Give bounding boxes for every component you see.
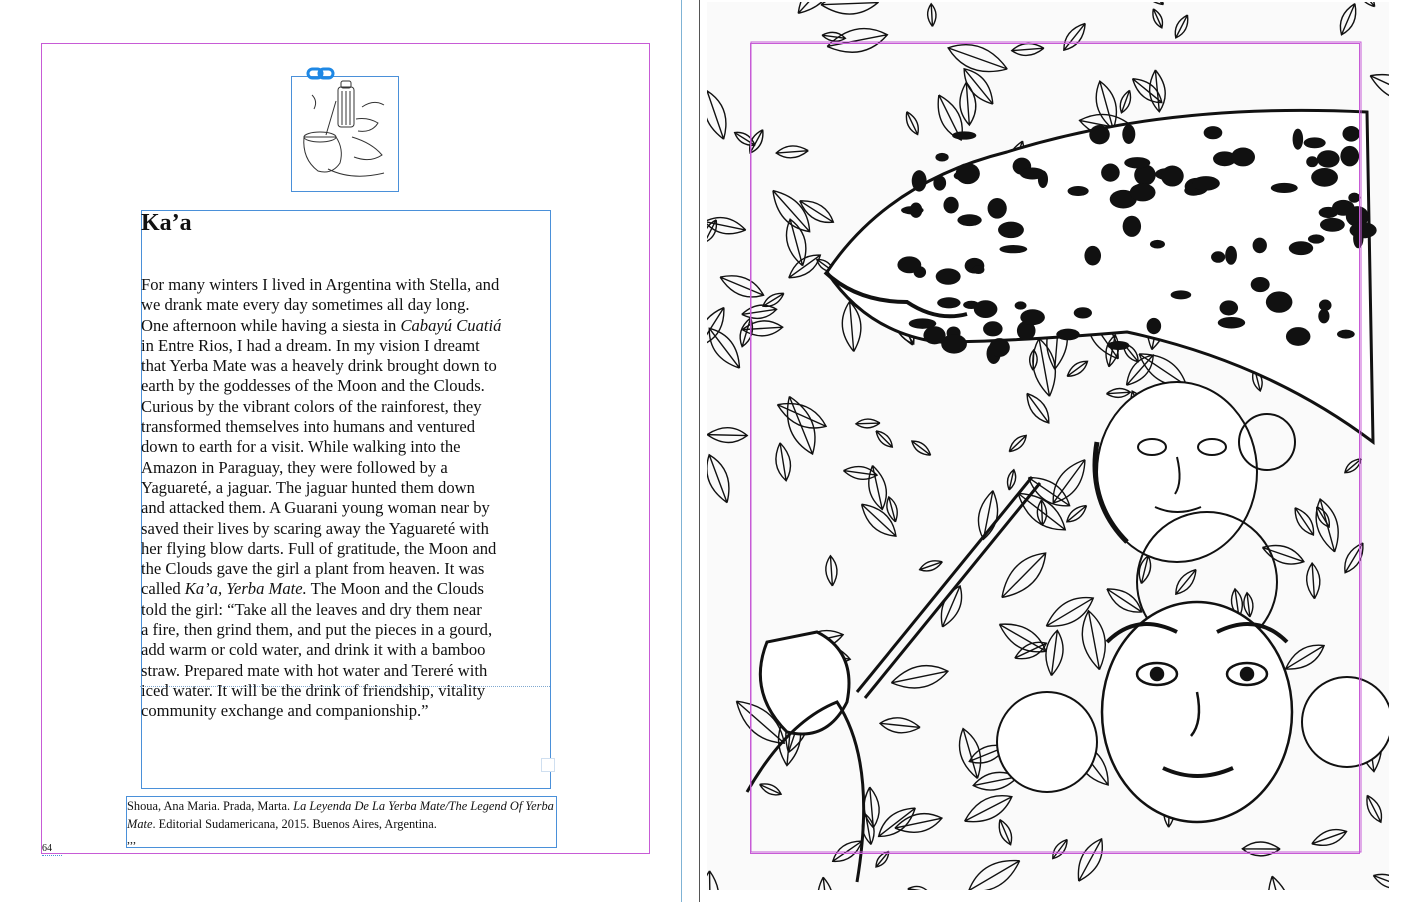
story-line: [141, 316, 549, 336]
story-line-text: her flying blow darts. Full of gratitude, the Moon and: [141, 538, 497, 558]
page-number-frame[interactable]: [42, 855, 62, 860]
page-number: 64: [42, 843, 52, 854]
citation-book-title: La Leyenda De La Yerba Mate/The Legend Of Yerba Mate: [127, 799, 554, 831]
story-line: [141, 701, 549, 721]
story-line: [141, 336, 549, 356]
story-line: [141, 519, 549, 539]
story-line-text: earth by the goddesses of the Moon and the Clouds.: [141, 376, 485, 396]
story-line-text: the Clouds gave the girl a plant from heaven. It was: [141, 559, 485, 579]
story-line: [141, 559, 549, 579]
right-margin-guide: [750, 43, 1360, 854]
citation-publisher: . Editorial Sudamericana, 2015. Buenos Aires, Argentina.: [152, 817, 437, 831]
story-line-text: called: [141, 579, 185, 599]
story-line-text: down to earth for a visit. While walking into the: [141, 437, 461, 457]
chain-link-icon[interactable]: [306, 66, 336, 82]
citation-caption: [127, 797, 555, 833]
story-line-text: The Moon and the Clouds: [306, 579, 484, 599]
story-line-text: Yaguareté, a jaguar. The jaguar hunted them down: [141, 477, 475, 497]
story-line-text: we drank mate every day sometimes all day long.: [141, 295, 470, 315]
story-line-text: straw. Prepared mate with hot water and Tereré with: [141, 660, 488, 680]
story-line-italic: Cabayú Cuatiá: [400, 315, 502, 335]
story-line-text: One afternoon while having a siesta in: [141, 315, 401, 335]
story-line-text: told the girl: “Take all the leaves and dry them near: [141, 599, 482, 619]
story-line: [141, 478, 549, 498]
story-line: [141, 620, 549, 640]
story-line: [141, 458, 549, 478]
story-line: [141, 275, 549, 295]
story-line: [141, 539, 549, 559]
story-title: Ka’a: [141, 210, 192, 236]
citation-authors: Shoua, Ana Maria. Prada, Marta.: [127, 799, 294, 813]
text-frame-out-port[interactable]: [541, 758, 555, 772]
story-line-text: saved their lives by scaring away the Yaguareté with: [141, 518, 489, 538]
story-line-text: in Entre Rios, I had a dream. In my vision I dreamt: [141, 335, 480, 355]
story-line-text: Amazon in Paraguay, they were followed by a: [141, 457, 448, 477]
story-line: [141, 600, 549, 620]
story-line: [141, 498, 549, 518]
story-line-text: add warm or cold water, and drink it with a bamboo: [141, 640, 486, 660]
mate-thumbnail-image[interactable]: [292, 77, 398, 191]
story-line: [141, 437, 549, 457]
overflow-mark: ,,,: [127, 832, 136, 846]
story-line: [141, 417, 549, 437]
story-line: [141, 681, 549, 701]
story-line: [141, 640, 549, 660]
story-line: [141, 356, 549, 376]
story-line: [141, 579, 549, 599]
story-body: [141, 275, 549, 722]
story-line-text: that Yerba Mate was a heavely drink brought down to: [141, 356, 497, 376]
story-line-text: iced water. It will be the drink of friendship, vitality: [141, 680, 486, 700]
story-line-text: For many winters I lived in Argentina with Stella, and: [141, 275, 500, 294]
story-line: [141, 661, 549, 681]
spine-guide: [681, 0, 682, 902]
story-line-text: community exchange and companionship.”: [141, 701, 429, 721]
story-line-text: and attacked them. A Guarani young woman near by: [141, 498, 490, 518]
story-line-text: a fire, then grind them, and put the pieces in a gourd,: [141, 620, 493, 640]
spine-edge: [699, 0, 700, 902]
story-line-text: transformed themselves into humans and ventured: [141, 417, 476, 437]
story-line: [141, 397, 549, 417]
story-line-italic: Ka’a, Yerba Mate.: [184, 579, 307, 599]
story-line: [141, 295, 549, 315]
story-line: [141, 376, 549, 396]
story-line-text: Curious by the vibrant colors of the rainforest, they: [141, 396, 482, 416]
